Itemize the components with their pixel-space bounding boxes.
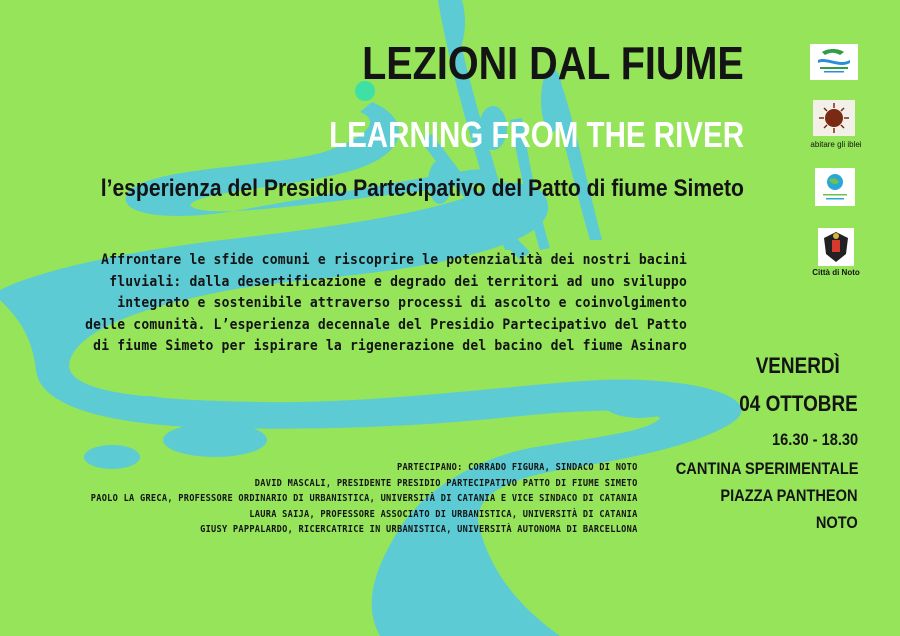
river-wave-icon	[810, 44, 858, 80]
speakers-list	[91, 460, 638, 538]
coat-of-arms-icon	[818, 228, 854, 266]
sunburst-icon	[813, 100, 855, 136]
abstract-line: Affrontare le sfide comuni e riscoprire le potenzialità dei nostri bacini	[101, 252, 687, 268]
abstract-line: di fiume Simeto per ispirare la rigenerazione del bacino del fiume Asinaro	[93, 338, 687, 355]
abstract-line: delle comunità. L’esperienza decennale del Presidio Partecipativo del Patto	[85, 316, 688, 333]
speaker-line: LAURA SAIJA, PROFESSORE ASSOCIATO DI URBANISTICA, UNIVERSITÀ DI CATANIA	[249, 508, 638, 520]
abstract-text	[36, 250, 687, 358]
abstract-line: fluviali: dalla desertificazione e degrado dei territori ad uno sviluppo	[109, 273, 687, 290]
pond	[163, 423, 267, 457]
speaker-line: PARTECIPANO: CORRADO FIGURA, SINDACO DI NOTO	[397, 462, 638, 473]
event-date: 04 OTTOBRE	[739, 391, 858, 416]
event-venue: CANTINA SPERIMENTALE	[675, 459, 858, 478]
partner-globe-logo	[815, 168, 855, 206]
poster-title: LEZIONI DAL FIUME	[362, 37, 744, 89]
speaker-line: DAVID MASCALI, PRESIDENTE PRESIDIO PARTECIPATIVO PATTO DI FIUME SIMETO	[255, 477, 638, 489]
event-time: 16.30 - 18.30	[771, 430, 858, 449]
pond	[115, 396, 175, 420]
event-day: VENERDÌ	[755, 353, 840, 378]
abstract-line: integrato e sostenibile attraverso processi di ascolto e coinvolgimento	[117, 295, 688, 312]
pond	[604, 390, 676, 418]
event-square: PIAZZA PANTHEON	[720, 486, 858, 505]
speaker-line: GIUSY PAPPALARDO, RICERCATRICE IN URBANISTICA, UNIVERSITÀ AUTONOMA DI BARCELLONA	[200, 524, 638, 536]
patto-fiume-simeto-logo	[810, 44, 858, 80]
poster-subtitle: l’esperienza del Presidio Partecipativo del Patto di fiume Simeto	[100, 175, 744, 202]
abitare-gli-iblei-logo	[813, 100, 855, 136]
poster-title-english: LEARNING FROM THE RIVER	[329, 114, 744, 155]
speaker-line: PAOLO LA GRECA, PROFESSORE ORDINARIO DI URBANISTICA, UNIVERSITÀ DI CATANIA E VICE SINDACO DI CATANIA	[91, 493, 638, 505]
globe-icon	[815, 168, 855, 206]
abitare-gli-iblei-caption: abitare gli iblei	[810, 140, 862, 149]
citta-di-noto-logo	[818, 228, 854, 266]
event-city: NOTO	[816, 513, 858, 532]
citta-di-noto-caption: Città di Noto	[812, 268, 860, 277]
